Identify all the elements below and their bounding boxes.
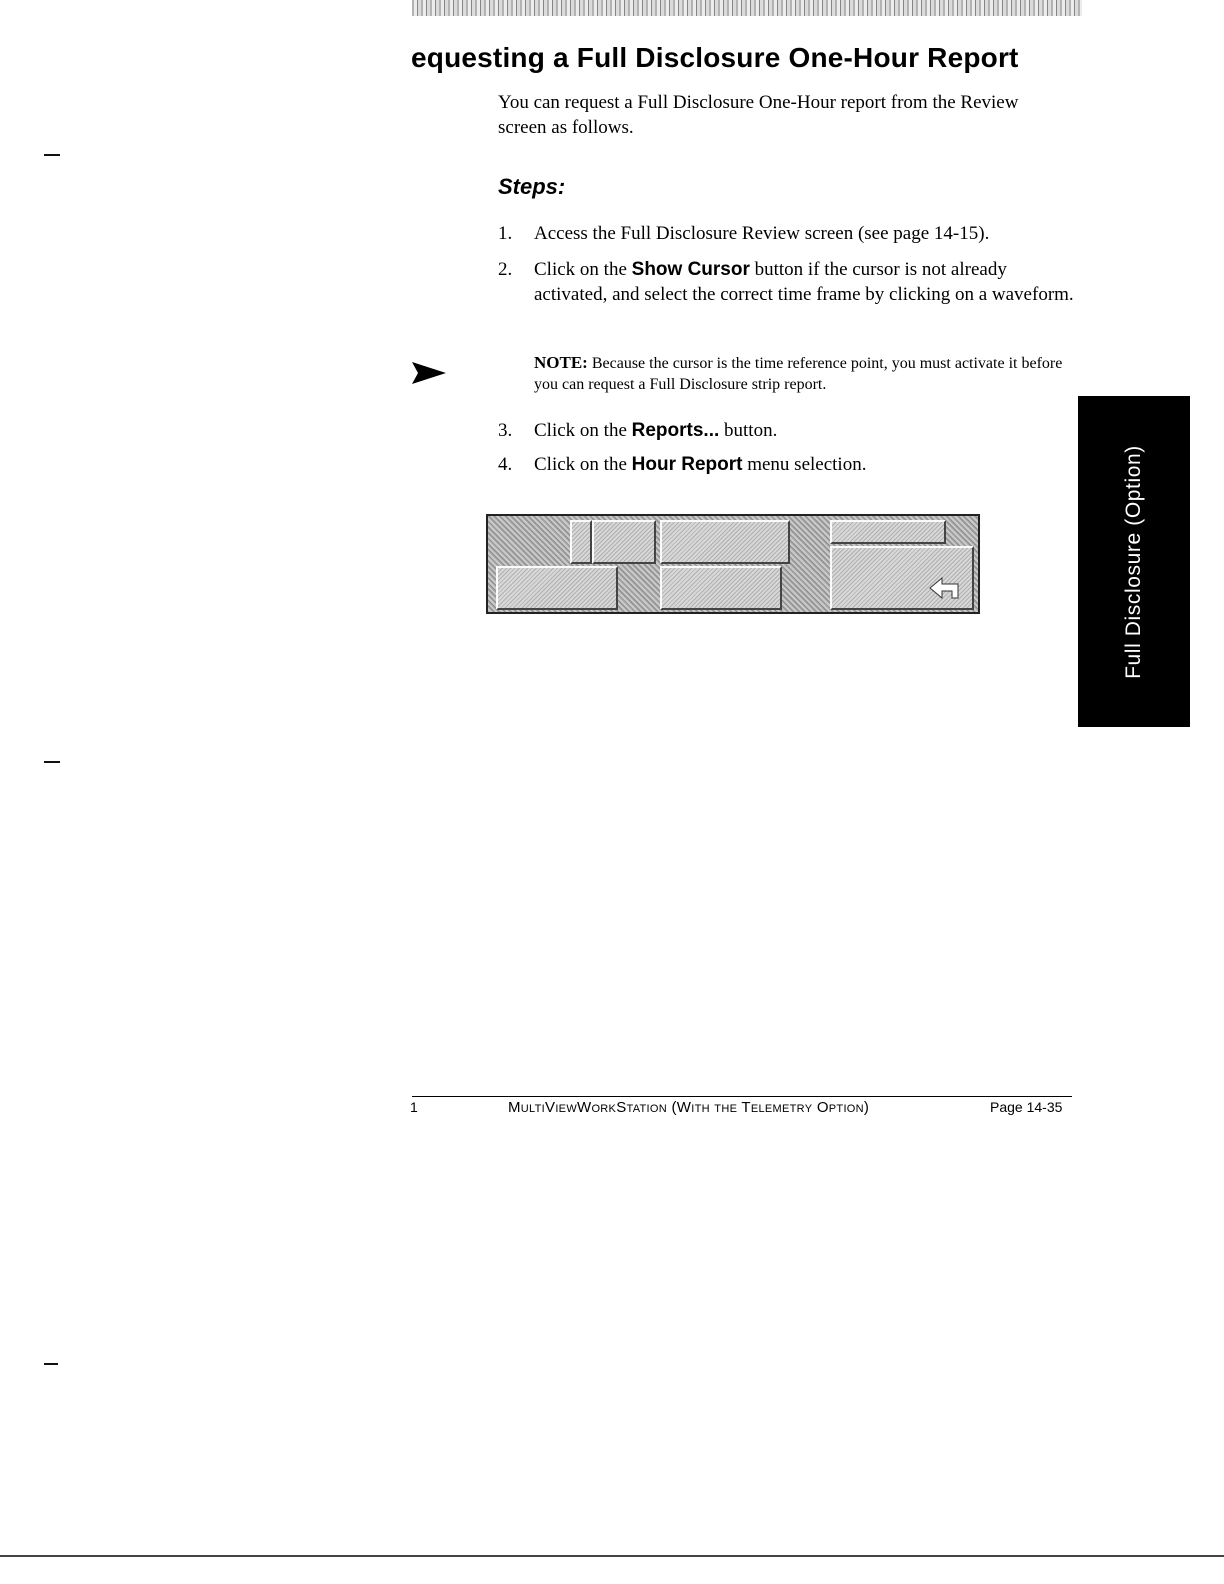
show-cursor-label: Show Cursor	[631, 259, 750, 280]
hour-report-label: Hour Report	[631, 454, 743, 475]
step-3	[498, 418, 1078, 443]
step-text-before: Click on the	[534, 454, 632, 475]
margin-mark	[44, 154, 60, 156]
bottom-rule	[0, 1555, 1224, 1557]
footer-left: 1	[410, 1099, 418, 1115]
step-text-after: menu selection.	[742, 454, 867, 475]
step-text-after: button.	[719, 420, 778, 441]
step-number: 4.	[498, 454, 513, 475]
panel-button	[592, 520, 656, 564]
step-2	[498, 257, 1078, 332]
panel-button	[496, 566, 618, 610]
step-1	[498, 221, 1078, 246]
intro-paragraph: You can request a Full Disclosure One-Hour report from the Review screen as follows.	[498, 92, 1019, 138]
step-text-before: Click on the	[534, 259, 632, 280]
footer-page-number: Page 14-35	[990, 1099, 1063, 1115]
page-title: equesting a Full Disclosure One-Hour Report	[411, 42, 1019, 73]
step-number: 1.	[498, 223, 513, 244]
pointer-arrow-icon	[412, 362, 446, 384]
step-text	[534, 257, 1074, 307]
note-text: Because the cursor is the time reference point, you must activate it before you can request a Full Disclosure strip report.	[534, 355, 1063, 393]
step-text: Access the Full Disclosure Review screen (see page 14-15).	[534, 223, 990, 244]
scan-noise-band	[412, 0, 1082, 16]
step-number: 3.	[498, 420, 513, 441]
step-4	[498, 452, 1078, 477]
panel-button	[570, 520, 592, 564]
section-side-tab	[1078, 396, 1190, 727]
footer-center: MultiViewWorkStation (With the Telemetry Option)	[508, 1099, 870, 1116]
margin-mark	[44, 761, 60, 763]
back-arrow-icon	[928, 576, 962, 602]
panel-button	[660, 520, 790, 564]
step-text-after: button if the cursor is not already activated, and select the correct time frame by clicking on a waveform.	[534, 259, 1074, 305]
panel-button	[660, 566, 782, 610]
side-tab-label: Full Disclosure (Option)	[1122, 445, 1145, 679]
control-panel-screenshot	[486, 514, 980, 614]
footer-rule	[412, 1096, 1072, 1097]
panel-button	[830, 520, 946, 544]
steps-heading: Steps:	[498, 174, 566, 199]
step-text	[534, 452, 1074, 477]
step-number: 2.	[498, 259, 513, 280]
margin-mark	[44, 1363, 58, 1365]
reports-label: Reports...	[631, 420, 720, 441]
step-text-before: Click on the	[534, 420, 632, 441]
note	[534, 352, 1074, 395]
note-label: NOTE:	[534, 353, 588, 372]
step-text	[534, 418, 1074, 443]
